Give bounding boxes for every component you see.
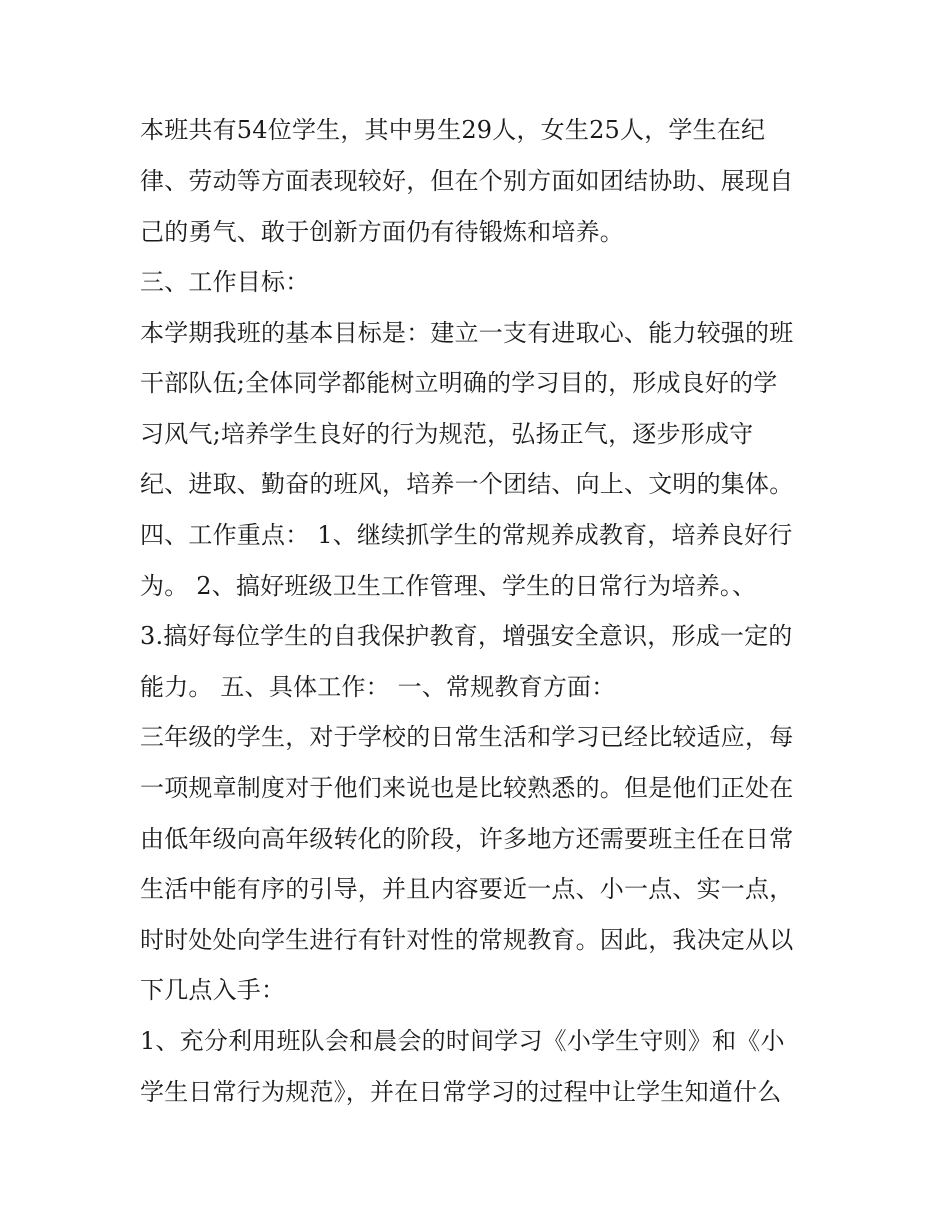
text-line-11: 3.搞好每位学生的自我保护教育，增强安全意识，形成一定的 [140, 622, 793, 650]
text-line-5: 本学期我班的基本目标是：建立一支有进取心、能力较强的班 [140, 319, 794, 347]
text-line-1: 本班共有54位学生，其中男生29人，女生25人，学生在纪 [140, 116, 766, 144]
text-line-6: 干部队伍;全体同学都能树立明确的学习目的，形成良好的学 [140, 369, 778, 397]
text-line-3: 己的勇气、敢于创新方面仍有待锻炼和培养。 [140, 218, 624, 246]
text-line-19: 1、充分利用班队会和晨会的时间学习《小学生守则》和《小 [140, 1027, 785, 1055]
text-line-18: 下几点入手： [140, 976, 286, 1004]
text-line-2: 律、劳动等方面表现较好，但在个别方面如团结协助、展现自 [140, 167, 794, 195]
section-heading-goals: 三、工作目标： [140, 268, 310, 296]
text-line-7: 习风气;培养学生良好的行为规范，弘扬正气，逐步形成守 [140, 420, 754, 448]
text-line-15: 由低年级向高年级转化的阶段，许多地方还需要班主任在日常 [140, 825, 794, 853]
text-line-8: 纪、进取、勤奋的班风，培养一个团结、向上、文明的集体。 [140, 470, 794, 498]
text-line-13: 三年级的学生，对于学校的日常生活和学习已经比较适应，每 [140, 723, 794, 751]
text-line-9: 四、工作重点： 1、继续抓学生的常规养成教育，培养良好行 [140, 521, 793, 549]
text-line-16: 生活中能有序的引导，并且内容要近一点、小一点、实一点， [140, 875, 794, 903]
text-line-17: 时时处处向学生进行有针对性的常规教育。因此，我决定从以 [140, 926, 794, 954]
text-line-20: 学生日常行为规范》，并在日常学习的过程中让学生知道什么 [140, 1078, 782, 1106]
text-line-10: 为。 2、搞好班级卫生工作管理、学生的日常行为培养。、 [140, 572, 757, 600]
text-line-14: 一项规章制度对于他们来说也是比较熟悉的。但是他们正处在 [140, 774, 794, 802]
text-line-12: 能力。 五、具体工作： 一、常规教育方面： [140, 673, 616, 701]
